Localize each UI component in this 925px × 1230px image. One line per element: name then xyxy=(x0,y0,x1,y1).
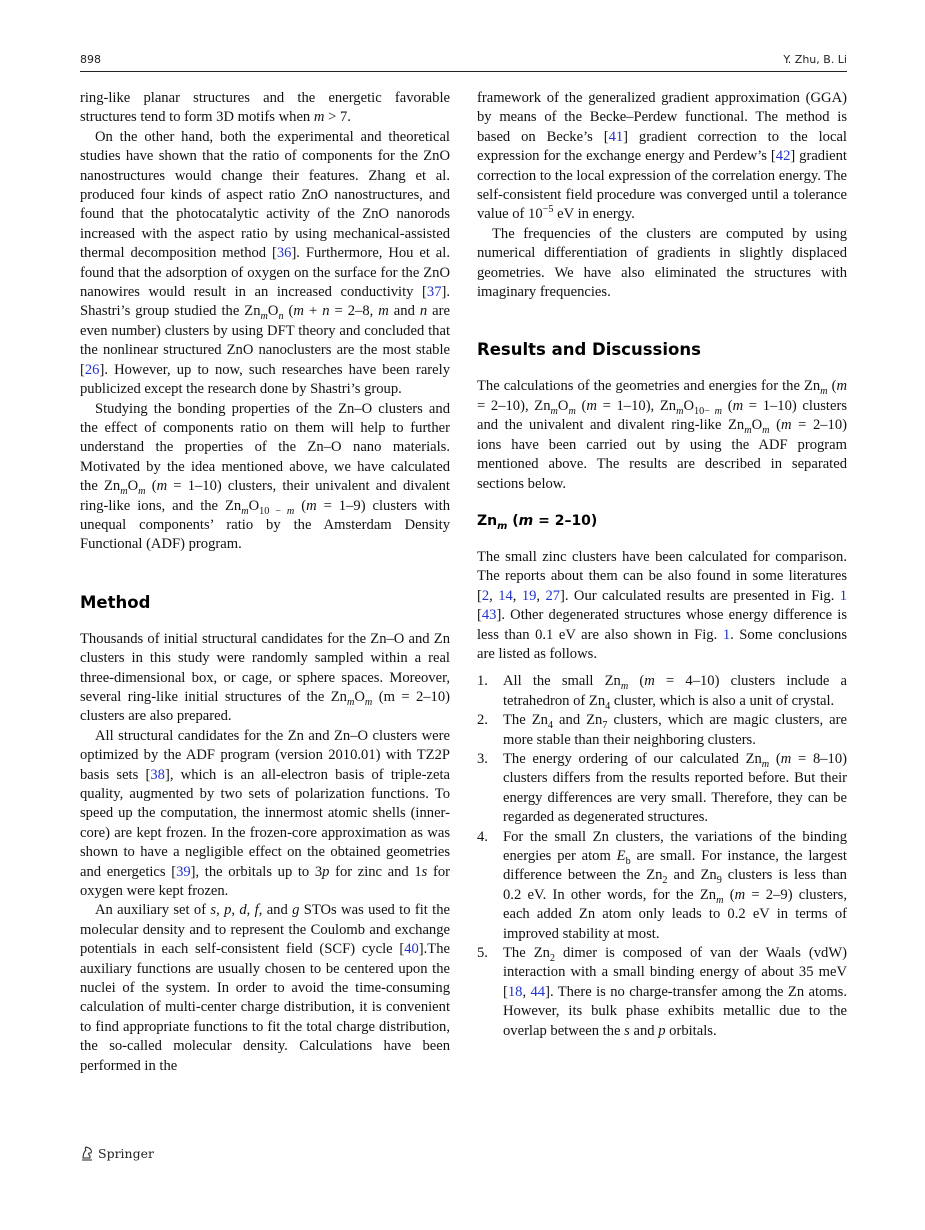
paragraph-zinc-clusters: The small zinc clusters have been calculated for comparison. The reports about them can be also found in some literatures [2, 14, 19, 27]. Our calculated results are presented in Fig. 1 [43]. Other degenerated structures whose energy difference is less than 0.1 eV are also shown in Fig. 1. Some conclusions are listed as follows. xyxy=(477,548,848,662)
publisher-name: Springer xyxy=(98,1145,154,1161)
citation-link[interactable]: 37 xyxy=(426,284,442,301)
running-authors: Y. Zhu, B. Li xyxy=(783,53,847,66)
springer-knight-icon xyxy=(80,1145,94,1161)
list-item: 5. The $Zn_2$ dimer is composed of van der Waals (vdW) interaction with a small binding energy of about 35 meV [18, 44]. There is no charge-transfer among the Zn atoms. However, its bulk phase exhibits metallic due to the overlap between the s and p orbitals. xyxy=(477,945,847,1039)
citation-link[interactable]: 19 xyxy=(521,587,537,604)
section-heading-results: Results and Discussions xyxy=(477,340,701,360)
citation-link[interactable]: 44 xyxy=(530,983,546,1000)
figure-link[interactable]: 1 xyxy=(839,587,848,604)
left-column xyxy=(80,89,450,1076)
figure-link[interactable]: 1 xyxy=(722,626,731,643)
paragraph-gga: framework of the generalized gradient approximation (GGA) by means of the Becke–Perdew functional. The method is based on Becke’s [41] gradient correction to the local expression for the exchange energy and Perdew’s [42] gradient correction to the local expression of the correlation energy. The self-consistent field procedure was converged until a tolerance value of $10^{-5}$ eV in energy. xyxy=(477,90,847,223)
section-heading-method: Method xyxy=(80,592,151,612)
paragraph-frequencies: The frequencies of the clusters are computed by using numerical differentiation of gradients in slightly displaced geometries. We have also eliminated the structures with imaginary frequencies. xyxy=(477,225,847,301)
citation-link[interactable]: 39 xyxy=(176,863,191,880)
citation-link[interactable]: 40 xyxy=(404,941,419,958)
list-item: 3. The energy ordering of our calculated $Zn_m$ (m = 8–10) clusters differs from the results reported before. But their energy differences are very small. Therefore, they can be regarded as degenerated structures. xyxy=(477,750,847,826)
conclusions-list xyxy=(477,672,847,1041)
right-column xyxy=(477,89,847,1041)
citation-link[interactable]: 36 xyxy=(276,245,292,262)
header-rule xyxy=(80,71,847,72)
citation-link[interactable]: 18 xyxy=(507,983,523,1000)
paragraph-results-intro: The calculations of the geometries and energies for the $Zn_m$ (m = 2–10), $Zn_mO_m$ (m = 1–10), $Zn_mO_{10- m}$ (m = 1–10) clusters and the univalent and divalent ring-like $Zn_mO_m$ (m = 2–10) ions have been carried out by using the ADF program mentioned above. The results are described in separated sections below. xyxy=(477,378,848,492)
citation-link[interactable]: 42 xyxy=(775,148,791,165)
citation-link[interactable]: 14 xyxy=(498,587,513,604)
citation-link[interactable]: 2 xyxy=(481,587,490,604)
citation-link[interactable]: 43 xyxy=(481,607,497,624)
citation-link[interactable]: 26 xyxy=(84,361,100,378)
list-item: 2. The $Zn_4$ and $Zn_7$ clusters, which are magic clusters, are more stable than their neighboring clusters. xyxy=(477,712,847,748)
subsection-heading-znm: $Zn_m$ (m = 2–10) xyxy=(477,512,598,532)
paragraph-method-adf: All structural candidates for the Zn and Zn–O clusters were optimized by the ADF program (version 2010.01) with TZ2P basis sets [38], which is an all-electron basis of triple-zeta quality, augmented by two sets of polarization functions. To speed up the computation, the innermost atomic shells (inner-core) are kept frozen. In the frozen-core approximation as was shown to have a negligible effect on the obtained geometries and energetics [39], the orbitals up to 3p for zinc and 1s for oxygen were kept frozen. xyxy=(80,727,450,900)
page-number: 898 xyxy=(80,53,101,66)
list-item: 1. All the small $Zn_m$ (m = 4–10) clusters include a tetrahedron of $Zn_4$ cluster, which is also a unit of crystal. xyxy=(477,673,847,712)
paragraph-method-auxiliary: An auxiliary set of s, p, d, f, and g STOs was used to fit the molecular density and to represent the Coulomb and exchange potentials in each self-consistent field (SCF) cycle [40].The auxiliary functions are usually chosen to be centered upon the nuclei of the system. In order to avoid the time-consuming calculation of multi-center charge distribution, it is convenient to find appropriate functions to fit the total charge distribution, the so-called molecular density. Calculations have been performed in the xyxy=(80,902,450,1074)
citation-link[interactable]: 27 xyxy=(545,587,561,604)
page-footer xyxy=(80,1145,154,1161)
running-header xyxy=(80,50,847,70)
paragraph-motivation: Studying the bonding properties of the Zn–O clusters and the effect of components ratio on them will help to further understand the properties of the Zn–O nano materials. Motivated by the idea mentioned above, we have calculated the $Zn_mO_m$ (m = 1–10) clusters, their univalent and divalent ring-like ions, and the $Zn_mO_{10 - m}$ (m = 1–9) clusters with unequal components’ ratio by the Amsterdam Density Functional (ADF) program. xyxy=(80,400,451,553)
paragraph-ratio: On the other hand, both the experimental and theoretical studies have shown that the ratio of components for the ZnO nanostructures would change their features. Zhang et al. produced four kinds of aspect ratio ZnO nanostructures, and found that the photocatalytic activity of the ZnO nanorods increased with the aspect ratio by using mechanical-assisted thermal decomposition method [36]. Furthermore, Hou et al. found that the adsorption of oxygen on the surface for the ZnO nanowires would result in an increased conductivity [37]. Shastri’s group studied the $Zn_mO_n$ (m + n = 2–8, m and n are even number) clusters by using DFT theory and concluded that the nonlinear structured ZnO nanoclusters are the most stable [26]. However, up to now, such researches have been rarely publicized except the research done by Shastri’s group. xyxy=(80,128,450,398)
paper-page xyxy=(80,0,847,1230)
paragraph-intro-end: ring-like planar structures and the energetic favorable structures tend to form 3D motifs when m > 7. xyxy=(80,90,450,126)
citation-link[interactable]: 41 xyxy=(608,128,624,145)
list-item: 4. For the small Zn clusters, the variations of the binding energies per atom $E_b$ are small. For instance, the largest difference between the $Zn_2$ and $Zn_9$ clusters is less than 0.2 eV. In other words, for the $Zn_m$ (m = 2–9) clusters, each added Zn atom only leads to 0.2 eV in terms of improved stability at most. xyxy=(477,828,847,942)
paragraph-method-sampling: Thousands of initial structural candidates for the Zn–O and Zn clusters in this study were randomly sampled within a real three-dimensional box, or cage, or sphere spaces. Moreover, several ring-like initial structures of the $Zn_mO_m$ (m = 2–10) clusters are also prepared. xyxy=(80,630,450,725)
citation-link[interactable]: 38 xyxy=(150,766,165,783)
